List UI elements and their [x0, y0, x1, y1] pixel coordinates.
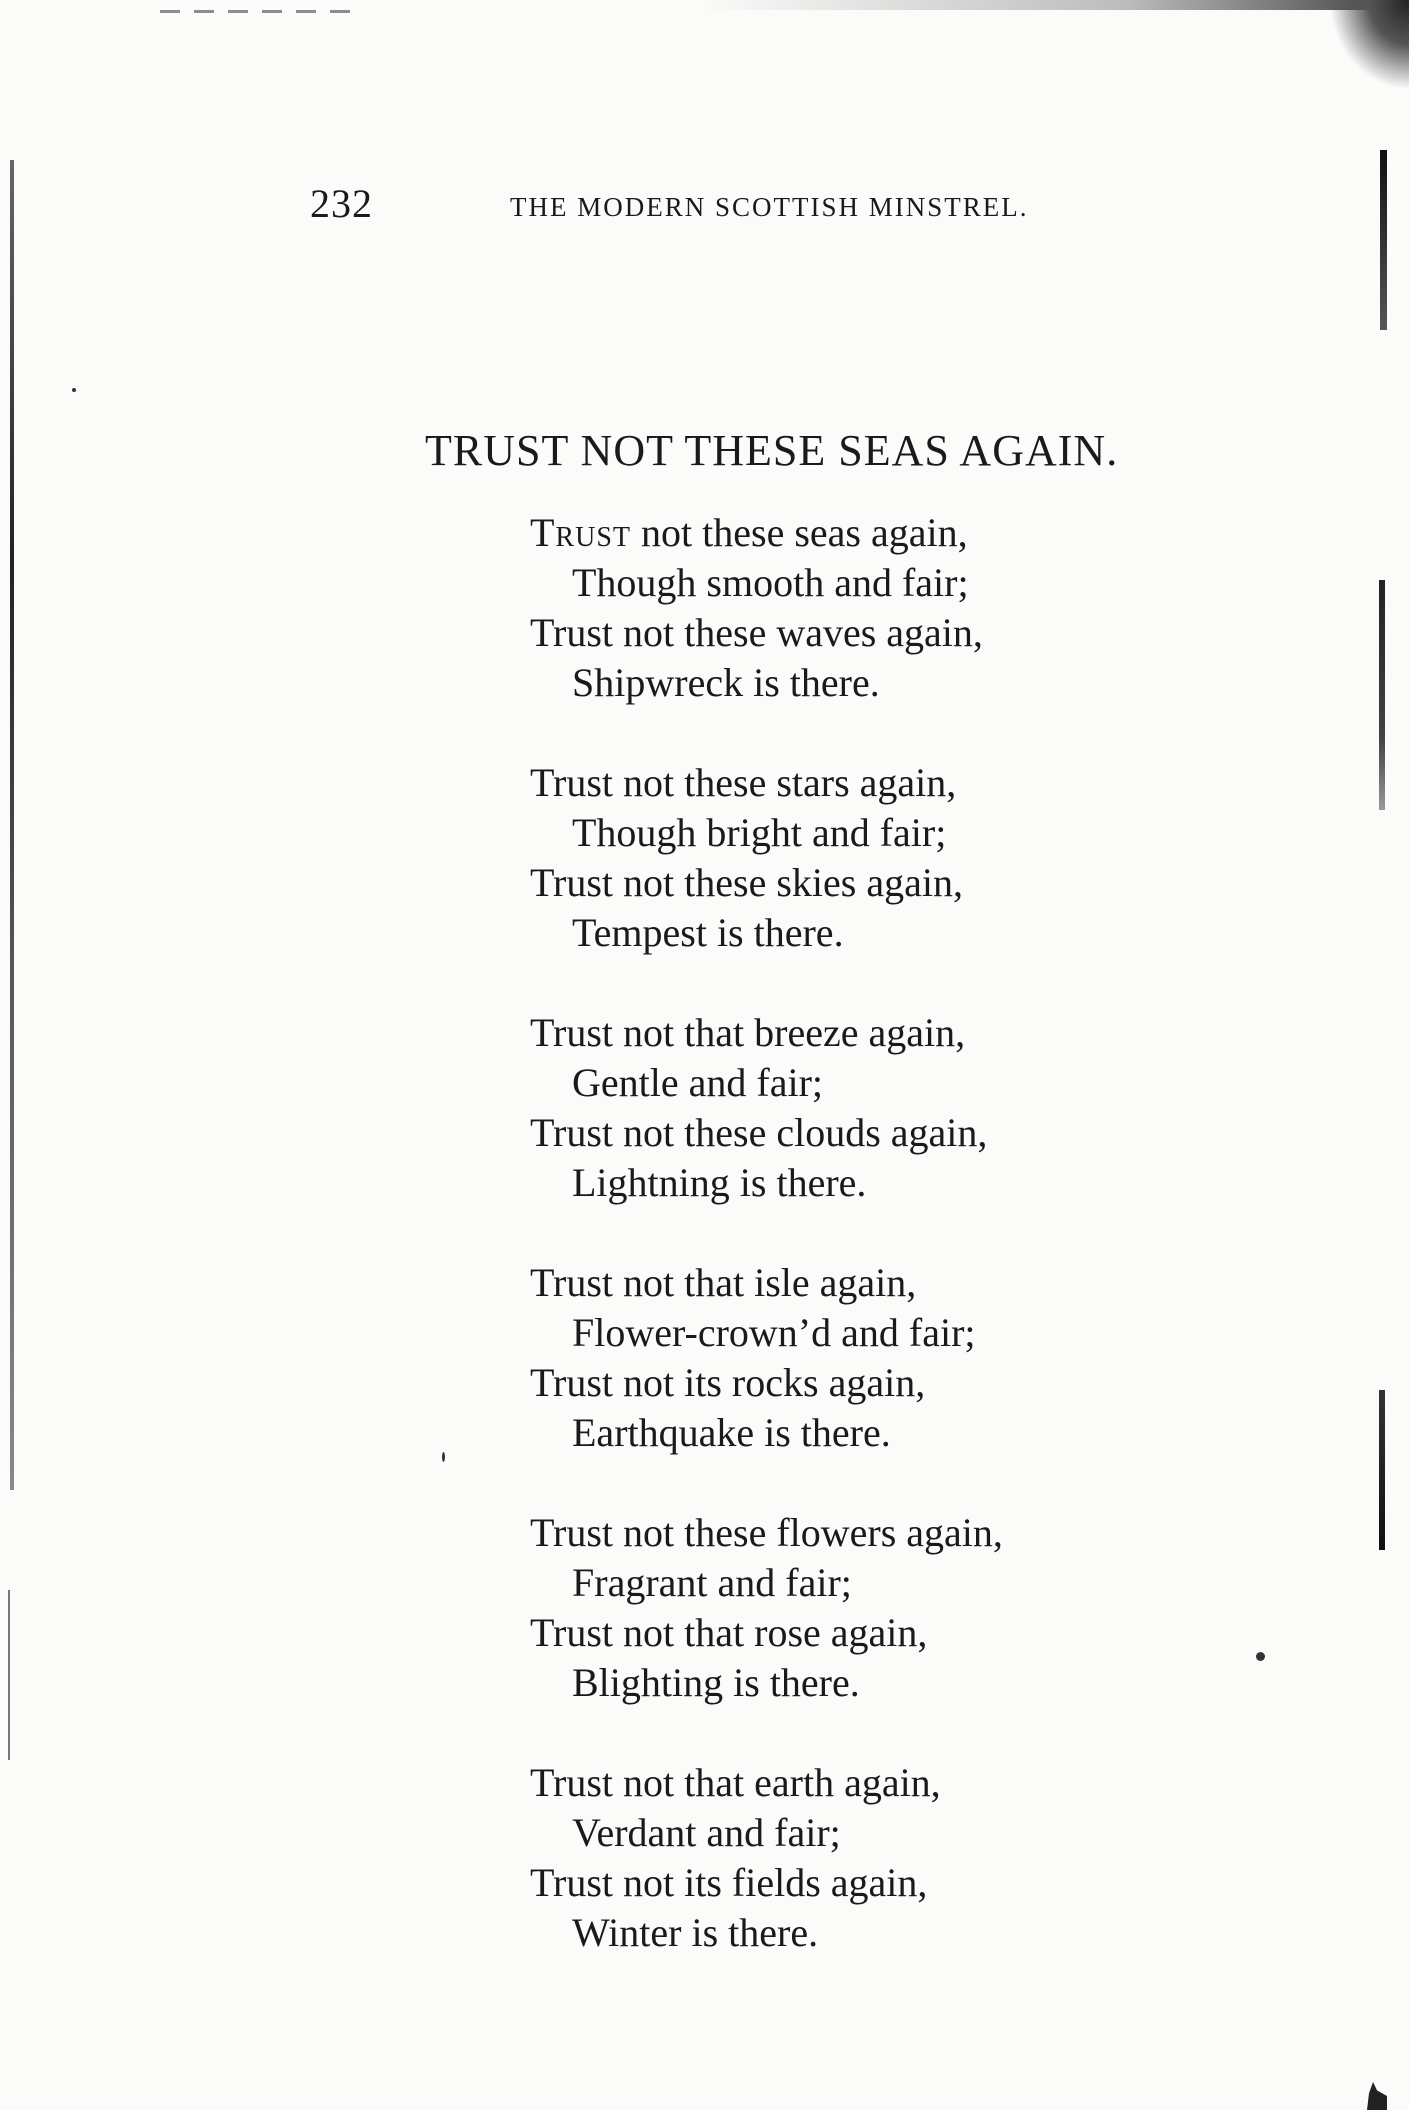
page-number: 232: [310, 181, 373, 226]
poem-line-first: [530, 508, 1170, 558]
stanza: [530, 758, 1170, 958]
scan-edge-right-lower: [1379, 1390, 1385, 1550]
poem-line: Lightning is there.: [572, 1160, 867, 1205]
poem-line: Shipwreck is there.: [572, 660, 880, 705]
poem-line: Trust not that rose again,: [530, 1610, 928, 1655]
poem-line: Winter is there.: [572, 1910, 819, 1955]
poem-line: Though smooth and fair;: [572, 560, 969, 605]
poem-line: Trust not that earth again,: [530, 1760, 941, 1805]
poem-line: Trust not that breeze again,: [530, 1010, 966, 1055]
poem-line: Trust not its rocks again,: [530, 1360, 926, 1405]
stanza: [530, 1258, 1170, 1458]
scan-speck: [72, 388, 76, 392]
poem-line: Blighting is there.: [572, 1660, 860, 1705]
scan-edge-right-top: [1380, 150, 1387, 330]
poem-line: Trust not these waves again,: [530, 610, 983, 655]
poem-line: Though bright and fair;: [572, 810, 947, 855]
stanza: [530, 508, 1170, 708]
poem-line: Tempest is there.: [572, 910, 844, 955]
scan-speck: [1256, 1652, 1265, 1661]
poem-line: Earthquake is there.: [572, 1410, 891, 1455]
scan-mark-bottom: [1367, 2082, 1387, 2110]
scan-edge-left-lower: [8, 1590, 10, 1760]
poem-line: Verdant and fair;: [572, 1810, 841, 1855]
running-title: THE MODERN SCOTTISH MINSTREL.: [510, 192, 1029, 222]
poem-line: Flower-crown’d and fair;: [572, 1310, 976, 1355]
poem-line: Fragrant and fair;: [572, 1560, 852, 1605]
scan-edge-left: [10, 160, 14, 1490]
poem-line: Gentle and fair;: [572, 1060, 823, 1105]
poem-title: TRUST NOT THESE SEAS AGAIN.: [425, 426, 1119, 475]
scan-mark-top: [160, 10, 360, 13]
running-header: [310, 180, 1110, 230]
stanza: [530, 1758, 1170, 1958]
poem-line: Trust not these stars again,: [530, 760, 957, 805]
first-line-rest: not these seas again,: [631, 510, 968, 555]
poem-line: Trust not these clouds again,: [530, 1110, 988, 1155]
scan-edge-right-middle: [1379, 580, 1385, 810]
drop-word: Trust: [530, 510, 632, 555]
poem-body: [530, 508, 1170, 2008]
poem-line: Trust not these skies again,: [530, 860, 963, 905]
scan-speck: [442, 1452, 445, 1462]
scan-shadow-top: [700, 0, 1409, 10]
scan-shadow-corner: [1329, 0, 1409, 90]
poem-line: Trust not these flowers again,: [530, 1510, 1003, 1555]
poem-line: Trust not its fields again,: [530, 1860, 928, 1905]
poem-line: Trust not that isle again,: [530, 1260, 917, 1305]
stanza: [530, 1508, 1170, 1708]
stanza: [530, 1008, 1170, 1208]
